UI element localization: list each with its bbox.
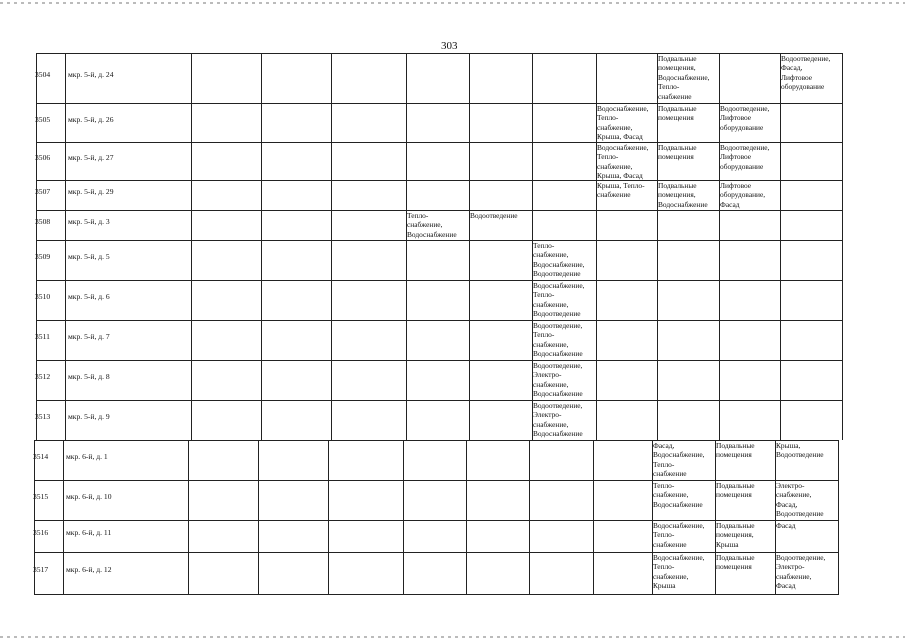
row-number: 3509 <box>35 252 51 261</box>
page-number: 303 <box>441 40 458 52</box>
column-divider <box>469 53 470 440</box>
row-number: 3505 <box>35 114 51 124</box>
work-type-cell: Тепло- снабжение, Водоснабжение, Водоотведение <box>533 241 585 279</box>
column-divider <box>258 440 259 594</box>
row-number: 3507 <box>35 187 51 196</box>
row-number: 3510 <box>35 292 51 301</box>
work-type-cell: Фасад <box>776 521 796 530</box>
work-type-cell: Крыша, Водоотведение <box>776 441 824 460</box>
address-cell: мкр. 5-й, д. 29 <box>68 187 114 196</box>
work-type-cell: Водоснабжение, Тепло- снабжение, Водоотведение <box>533 281 585 319</box>
column-divider <box>191 53 192 440</box>
row-number: 3508 <box>35 217 51 226</box>
work-type-cell: Подвальные помещения <box>658 104 697 123</box>
address-cell: мкр. 5-й, д. 27 <box>68 153 114 162</box>
row-divider <box>34 594 839 595</box>
work-type-cell: Подвальные помещения, Крыша <box>716 521 755 549</box>
work-type-cell: Водоотведение, Электро- снабжение, Водоснабжение <box>533 401 583 439</box>
work-type-cell: Водоотведение, Тепло- снабжение, Водоснабжение <box>533 321 583 359</box>
work-type-cell: Водоотведение <box>470 211 518 220</box>
row-divider <box>36 280 843 281</box>
column-divider <box>593 440 594 594</box>
row-number: 3514 <box>33 452 49 461</box>
address-cell: мкр. 5-й, д. 3 <box>68 217 110 226</box>
row-divider <box>36 360 843 361</box>
address-cell: мкр. 6-й, д. 1 <box>66 452 108 461</box>
column-divider <box>261 53 262 440</box>
row-divider <box>36 240 843 241</box>
column-divider <box>406 53 407 440</box>
address-cell: мкр. 5-й, д. 24 <box>68 70 114 79</box>
column-divider <box>63 440 64 594</box>
work-type-cell: Подвальные помещения <box>716 481 755 500</box>
work-type-cell: Лифтовое оборудование, Фасад <box>720 181 766 209</box>
row-divider <box>36 320 843 321</box>
row-number: 3515 <box>33 492 49 501</box>
address-cell: мкр. 5-й, д. 8 <box>68 372 110 381</box>
address-cell: мкр. 6-й, д. 12 <box>66 565 112 574</box>
row-number: 3517 <box>33 565 49 574</box>
address-cell: мкр. 6-й, д. 10 <box>66 492 112 501</box>
work-type-cell: Водоотведение, Электро- снабжение, Водоснабжение <box>533 361 583 399</box>
row-number: 3512 <box>35 372 51 381</box>
row-number: 3506 <box>35 153 51 162</box>
column-divider <box>780 53 781 440</box>
column-divider <box>838 440 839 594</box>
address-cell: мкр. 5-й, д. 6 <box>68 292 110 301</box>
address-cell: мкр. 5-й, д. 9 <box>68 412 110 421</box>
work-type-cell: Подвальные помещения <box>716 441 755 460</box>
work-type-cell: Тепло- снабжение, Водоснабжение <box>407 211 457 239</box>
work-type-cell: Подвальные помещения <box>716 553 755 572</box>
work-type-cell: Водоотведение, Лифтовое оборудование <box>720 104 770 132</box>
address-cell: мкр. 5-й, д. 5 <box>68 252 110 261</box>
column-divider <box>331 53 332 440</box>
column-divider <box>328 440 329 594</box>
address-cell: мкр. 5-й, д. 26 <box>68 114 114 124</box>
work-type-cell: Подвальные помещения, Водоснабжение, Тепло- снабжение <box>658 54 710 101</box>
work-type-cell: Водоснабжение, Тепло- снабжение, Крыша <box>653 553 705 591</box>
column-divider <box>65 53 66 440</box>
work-type-cell: Фасад, Водоснабжение, Тепло- снабжение <box>653 441 705 479</box>
work-type-cell: Подвальные помещения <box>658 143 697 162</box>
work-type-cell: Водоотведение, Фасад, Лифтовое оборудование <box>781 54 831 92</box>
work-type-cell: Водоотведение, Электро- снабжение, Фасад <box>776 553 826 591</box>
row-number: 3504 <box>35 70 51 79</box>
column-divider <box>36 53 37 440</box>
row-number: 3511 <box>35 332 50 341</box>
work-type-cell: Подвальные помещения, Водоснабжение <box>658 181 708 209</box>
row-divider <box>36 400 843 401</box>
column-divider <box>529 440 530 594</box>
work-type-cell: Водоснабжение, Тепло- снабжение, Крыша, Фасад <box>597 104 649 142</box>
row-divider <box>36 53 843 54</box>
work-type-cell: Крыша, Тепло- снабжение <box>597 181 645 200</box>
column-divider <box>403 440 404 594</box>
row-number: 3513 <box>35 412 51 421</box>
address-cell: мкр. 5-й, д. 7 <box>68 332 110 341</box>
work-type-cell: Водоотведение, Лифтовое оборудование <box>720 143 770 171</box>
column-divider <box>188 440 189 594</box>
work-type-cell: Электро- снабжение, Фасад, Водоотведение <box>776 481 824 519</box>
row-number: 3516 <box>33 528 49 537</box>
column-divider <box>466 440 467 594</box>
address-cell: мкр. 6-й, д. 11 <box>66 528 112 537</box>
work-type-cell: Водоснабжение, Тепло- снабжение, Крыша, Фасад <box>597 143 649 181</box>
column-divider <box>842 53 843 440</box>
work-type-cell: Водоснабжение, Тепло- снабжение <box>653 521 705 549</box>
work-type-cell: Тепло- снабжение, Водоснабжение <box>653 481 703 509</box>
